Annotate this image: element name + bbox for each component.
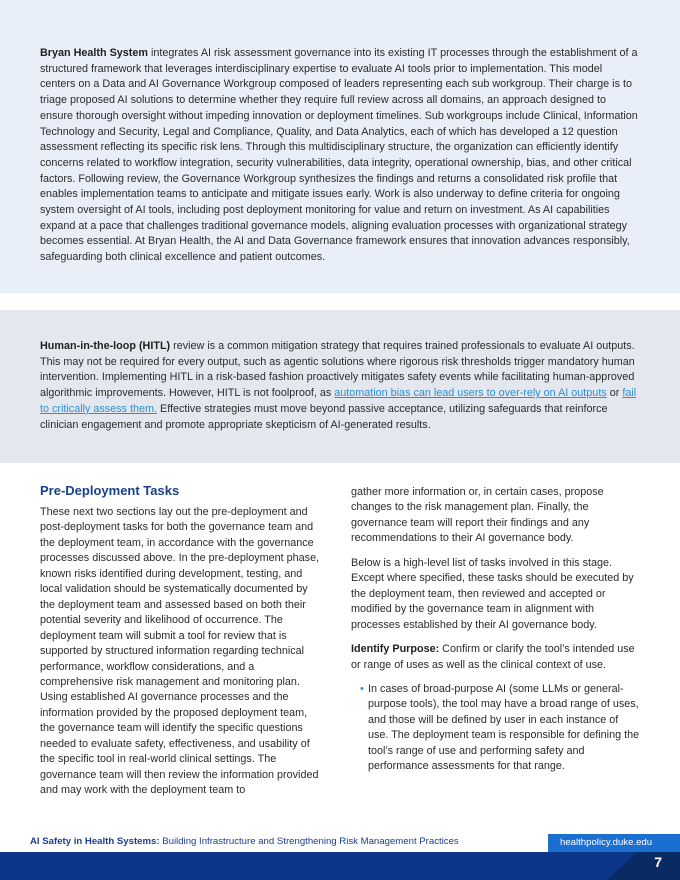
bryan-health-paragraph [40, 46, 640, 266]
list-item [360, 682, 641, 775]
footer-bar [0, 852, 680, 880]
continuation-paragraph: gather more information or, in certain cases, propose changes to the risk management plan. Finally, the governance team will report their findings and any recommendations to their AI governance body. [351, 486, 604, 545]
hitl-lead: Human-in-the-loop (HITL) [40, 340, 171, 352]
bullet-dot-icon: • [360, 682, 364, 695]
fail-to-assess-link[interactable]: fail to critically assess them. [40, 387, 637, 415]
hitl-callout-panel [0, 310, 680, 463]
footer-title-bold: AI Safety in Health Systems: [30, 836, 160, 847]
section-title: Pre-Deployment Tasks [40, 483, 180, 498]
identify-purpose-text: Confirm or clarify the tool’s intended use or range of uses as well as the clinical context of use. [351, 643, 635, 671]
hitl-body-1: review is a common mitigation strategy that requires trained professionals to evaluate AI outputs. This may not be required for every output, such as agentic solutions where rigorous risk thresholds trigger mandatory human intervention. Implementing HITL in a risk-based fashion proactively mitigates safety events while facilitating human-approved algorithmic improvements. However, HITL is not foolproof, as [40, 340, 635, 400]
case-study-panel-bryan-health [0, 0, 680, 293]
pre-deployment-paragraph: These next two sections lay out the pre-deployment and post-deployment tasks for both the governance team and the deployment team, in accordance with the governance processes discussed above. In the pre-deployment phase, known risks identified during development, testing, and local validation should be systematically documented by the deployment team and assessed based on both their potential severity and likelihood of occurrence. The deployment team will submit a tool for review that is supported by structured information regarding technical performance, workflow considerations, and a comprehensive risk management and monitoring plan. Using established AI governance processes and the information provided by the proposed deployment team, the governance team will identify the specific questions needed to evaluate safety, effectiveness, and usability of the specific tool in real-world clinical settings. The governance team will then review the information provided and may work with the deployment team to [40, 506, 320, 797]
page-number-tab-shape [607, 852, 637, 880]
bryan-health-lead: Bryan Health System [40, 47, 149, 59]
bryan-health-body: integrates AI risk assessment governance into its existing IT processes through the establishment of a structured framework that leverages interdisciplinary expertise to evaluate AI tools prior to implementation. This model centers on a Data and AI Governance Workgroup composed of leaders representing each sub workgroup. Their charge is to triage proposed AI solutions to determine whether they require full review across all domains, an approach designed to ensure thorough oversight without impeding innovation or deployment timelines. Sub workgroups include Clinical, Information Technology and Security, Legal and Compliance, Quality, and Data Analytics, each of which has developed a 12 question assessment reflecting its specific risk lens. Through this multidisciplinary structure, the organization can efficiently identify concerns related to workflow integration, security vulnerabilities, data integrity, operational ownership, bias, and other critical factors. Following review, the Governance Workgroup synthesizes the findings and returns a consolidated risk profile that enables implementation teams to anticipate and mitigate issues early. Work is also underway to define criteria for ongoing system oversight of AI tools, including post deployment monitoring for value and return on investment. As AI capabilities expand at a pace that challenges traditional governance models, aligning evaluation processes with organizational strategy becomes essential. At Bryan Health, the AI and Data Governance framework ensures that innovation advances responsibly, safeguarding both clinical excellence and patient outcomes. [40, 47, 638, 264]
page-number: 7 [654, 854, 662, 870]
right-column [351, 485, 641, 775]
bullet-text: In cases of broad-purpose AI (some LLMs or general-purpose tools), the tool may have a broad range of uses, and those will be defined by user in each instance of use. The deployment team is responsible for defining the tool’s range of use and performing safety and performance assessments for that range. [368, 682, 640, 773]
task-list-intro-paragraph: Below is a high-level list of tasks involved in this stage. Except where specified, these tasks should be executed by the deployment team, then reviewed and accepted or modified by the governance team in alignment with processes established by their AI governance body. [351, 556, 634, 631]
hitl-paragraph [40, 339, 640, 433]
hitl-body-3: Effective strategies must move beyond passive acceptance, utilizing safeguards that reinforce clinician engagement and promote appropriate skepticism of AI-generated results. [40, 402, 608, 431]
hitl-body-2: or [606, 387, 623, 400]
automation-bias-link[interactable]: automation bias can lead users to over-rely on AI outputs [334, 387, 607, 400]
identify-purpose-paragraph [351, 642, 641, 673]
left-column [40, 482, 325, 799]
identify-purpose-bullets [351, 682, 641, 775]
footer-publication-title [30, 836, 459, 848]
footer-url-link[interactable]: healthpolicy.duke.edu [560, 837, 653, 848]
footer-title-rest: Building Infrastructure and Strengthening Risk Management Practices [159, 836, 459, 847]
identify-purpose-label: Identify Purpose: [351, 643, 440, 656]
footer-url-box [548, 834, 680, 852]
